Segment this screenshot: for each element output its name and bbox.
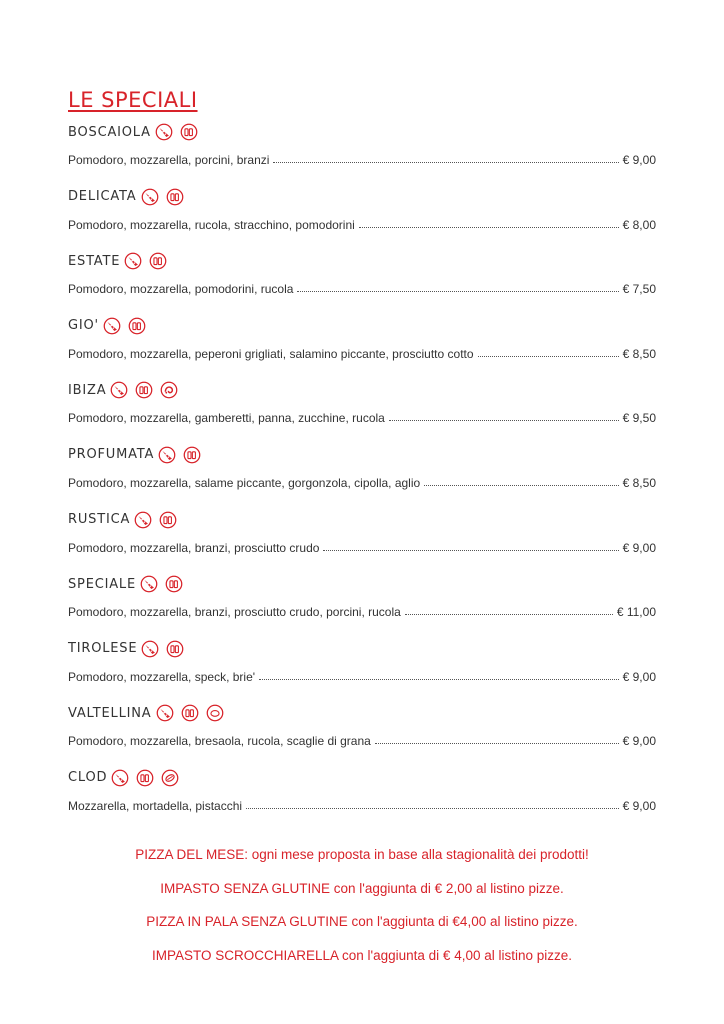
menu-list xyxy=(68,119,656,830)
cheese-icon xyxy=(159,511,177,529)
menu-item xyxy=(68,442,656,507)
menu-item-detail xyxy=(68,472,656,490)
pizza-slice-icon xyxy=(141,640,159,658)
pizza-slice-icon xyxy=(156,704,174,722)
pizza-ingredients: Pomodoro, mozzarella, porcini, branzi xyxy=(68,153,270,167)
note-line: PIZZA DEL MESE: ogni mese proposta in base alla stagionalità dei prodotti! xyxy=(135,847,589,862)
pizza-ingredients: Pomodoro, mozzarella, branzi, prosciutto crudo, porcini, rucola xyxy=(68,605,401,620)
menu-item xyxy=(68,313,656,378)
cheese-icon xyxy=(180,123,198,141)
pizza-ingredients: Pomodoro, mozzarella, branzi, prosciutto crudo xyxy=(68,540,320,555)
section-title: LE SPECIALI xyxy=(68,88,198,113)
pizza-slice-icon xyxy=(103,317,121,335)
dotted-leader xyxy=(359,226,619,228)
pizza-ingredients: Pomodoro, mozzarella, gamberetti, panna, zucchine, rucola xyxy=(68,411,385,426)
pizza-price: € 8,00 xyxy=(622,217,656,232)
menu-item-header xyxy=(68,442,656,468)
pizza-price: € 9,00 xyxy=(622,798,656,813)
pizza-price: € 9,00 xyxy=(622,153,656,167)
pizza-ingredients: Pomodoro, mozzarella, pomodorini, rucola xyxy=(68,282,294,297)
menu-item xyxy=(68,377,656,442)
dotted-leader xyxy=(389,419,619,421)
pizza-name: SPECIALE xyxy=(68,576,136,592)
menu-item-detail xyxy=(68,601,656,619)
menu-item-header xyxy=(68,313,656,339)
allergen-icons xyxy=(140,575,190,593)
pizza-slice-icon xyxy=(124,252,142,270)
allergen-icons xyxy=(141,640,191,658)
pizza-name: TIROLESE xyxy=(68,641,138,657)
menu-item-detail xyxy=(68,407,656,425)
menu-item-detail xyxy=(68,795,656,813)
pizza-slice-icon xyxy=(155,123,173,141)
menu-item-header xyxy=(68,507,656,533)
pizza-price: € 7,50 xyxy=(622,282,656,297)
cheese-icon xyxy=(135,381,153,399)
cheese-icon xyxy=(136,769,154,787)
dotted-leader xyxy=(405,613,613,615)
allergen-icons xyxy=(134,511,184,529)
pizza-price: € 8,50 xyxy=(622,346,656,361)
pizza-name: CLOD xyxy=(68,770,108,786)
menu-item-header xyxy=(68,119,656,145)
pizza-name: PROFUMATA xyxy=(68,447,155,463)
pizza-ingredients: Pomodoro, mozzarella, peperoni grigliati, salamino piccante, prosciutto cotto xyxy=(68,346,474,361)
nut-icon xyxy=(161,769,179,787)
menu-item-detail xyxy=(68,537,656,555)
pizza-slice-icon xyxy=(134,511,152,529)
allergen-icons xyxy=(158,446,208,464)
menu-item-header xyxy=(68,765,656,791)
menu-item-detail xyxy=(68,278,656,296)
dotted-leader xyxy=(259,678,619,680)
pizza-ingredients: Pomodoro, mozzarella, salame piccante, gorgonzola, cipolla, aglio xyxy=(68,475,421,490)
dotted-leader xyxy=(323,549,618,551)
menu-item xyxy=(68,248,656,313)
menu-item xyxy=(68,119,656,184)
menu-item-header xyxy=(68,700,656,726)
pizza-name: DELICATA xyxy=(68,189,137,205)
pizza-ingredients: Mozzarella, mortadella, pistacchi xyxy=(68,798,243,813)
dotted-leader xyxy=(424,484,618,486)
pizza-price: € 11,00 xyxy=(616,605,656,620)
pizza-price: € 9,00 xyxy=(622,540,656,555)
menu-item-detail xyxy=(68,730,656,748)
pizza-slice-icon xyxy=(158,446,176,464)
pizza-price: € 9,00 xyxy=(622,734,656,749)
menu-item-header xyxy=(68,377,656,403)
menu-item xyxy=(68,507,656,572)
pizza-name: GIO' xyxy=(68,318,99,334)
allergen-icons xyxy=(155,123,205,141)
dotted-leader xyxy=(375,742,619,744)
pizza-name: VALTELLINA xyxy=(68,705,152,721)
pizza-slice-icon xyxy=(111,769,129,787)
menu-item-detail xyxy=(68,149,656,167)
menu-item xyxy=(68,636,656,701)
allergen-icons xyxy=(111,769,186,787)
dotted-leader xyxy=(246,807,619,809)
menu-item-detail xyxy=(68,666,656,684)
pizza-slice-icon xyxy=(141,188,159,206)
menu-item-detail xyxy=(68,214,656,232)
pizza-slice-icon xyxy=(140,575,158,593)
pizza-name: BOSCAIOLA xyxy=(68,124,151,140)
note-line: PIZZA IN PALA SENZA GLUTINE con l'aggiunta di €4,00 al listino pizze. xyxy=(146,914,578,929)
menu-item-detail xyxy=(68,343,656,361)
allergen-icons xyxy=(124,252,174,270)
cheese-icon xyxy=(181,704,199,722)
menu-item-header xyxy=(68,184,656,210)
pizza-price: € 8,50 xyxy=(622,475,656,490)
egg-icon xyxy=(206,704,224,722)
menu-item xyxy=(68,765,656,830)
menu-item xyxy=(68,700,656,765)
pizza-ingredients: Pomodoro, mozzarella, speck, brie' xyxy=(68,669,256,684)
cheese-icon xyxy=(149,252,167,270)
note-line: IMPASTO SCROCCHIARELLA con l'aggiunta di € 4,00 al listino pizze. xyxy=(151,947,573,963)
allergen-icons xyxy=(141,188,191,206)
pizza-name: RUSTICA xyxy=(68,512,131,528)
cheese-icon xyxy=(166,640,184,658)
menu-item xyxy=(68,184,656,249)
pizza-name: IBIZA xyxy=(68,382,107,398)
cheese-icon xyxy=(166,188,184,206)
cheese-icon xyxy=(128,317,146,335)
pizza-price: € 9,50 xyxy=(622,411,656,426)
note-line: IMPASTO SENZA GLUTINE con l'aggiunta di € 2,00 al listino pizze. xyxy=(160,880,564,896)
menu-item xyxy=(68,571,656,636)
menu-item-header xyxy=(68,248,656,274)
allergen-icons xyxy=(156,704,231,722)
cheese-icon xyxy=(165,575,183,593)
allergen-icons xyxy=(110,381,185,399)
pizza-slice-icon xyxy=(110,381,128,399)
shellfish-icon xyxy=(160,381,178,399)
notes xyxy=(0,844,724,978)
cheese-icon xyxy=(183,446,201,464)
menu-item-header xyxy=(68,571,656,597)
dotted-leader xyxy=(478,355,619,357)
pizza-name: ESTATE xyxy=(68,253,121,269)
dotted-leader xyxy=(297,290,618,292)
dotted-leader xyxy=(273,161,618,163)
menu-item-header xyxy=(68,636,656,662)
pizza-ingredients: Pomodoro, mozzarella, bresaola, rucola, scaglie di grana xyxy=(68,734,371,749)
pizza-ingredients: Pomodoro, mozzarella, rucola, stracchino, pomodorini xyxy=(68,217,355,232)
pizza-price: € 9,00 xyxy=(622,669,656,684)
allergen-icons xyxy=(103,317,153,335)
